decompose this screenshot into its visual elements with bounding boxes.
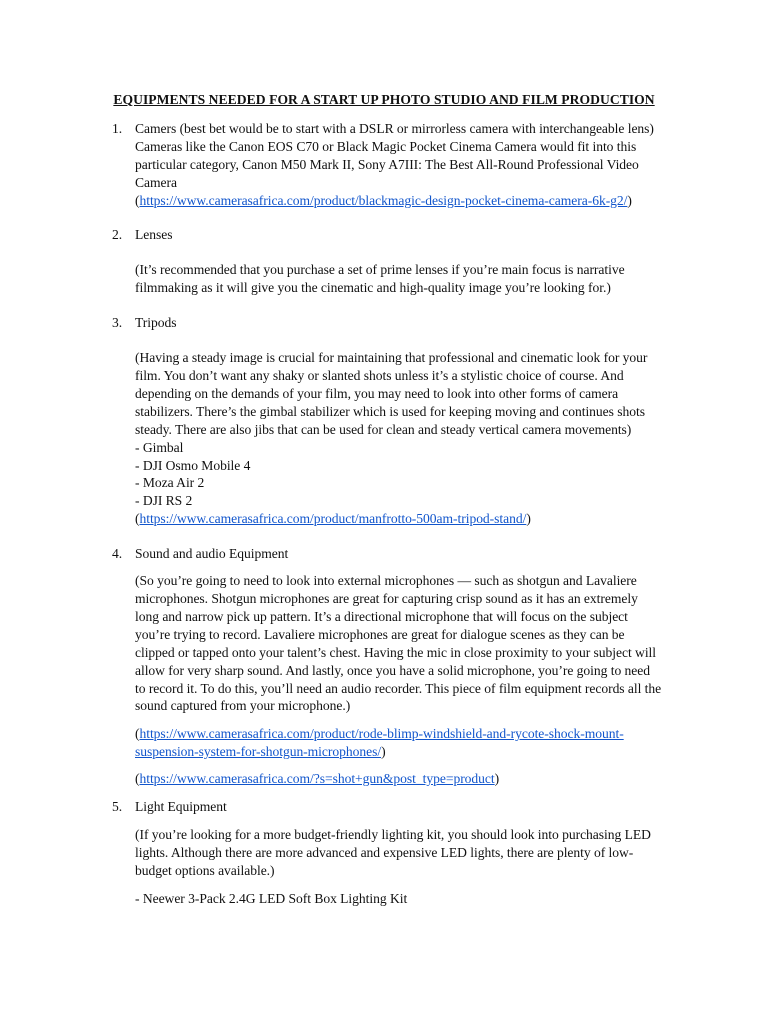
paren-open: ( — [135, 511, 140, 526]
hyperlink[interactable]: https://www.camerasafrica.com/product/manfrotto-500am-tripod-stand/ — [139, 511, 527, 526]
hyperlink-shotgun-search[interactable]: https://www.camerasafrica.com/?s=shot+gun&post_type=product — [139, 771, 495, 786]
hyperlink-rode-blimp-part1[interactable]: https://www.camerasafrica.com/product/rode-blimp-windshield-and-rycote-shock-mount- — [139, 726, 624, 741]
section-heading: Lenses — [135, 227, 173, 242]
body-line: to record it. To do this, you’ll need an audio recorder. This piece of film equipment records all the — [135, 681, 662, 696]
section-number: 1. — [112, 121, 123, 136]
body-line: Camera — [135, 175, 177, 190]
link-line — [135, 725, 624, 743]
body-line: film. You don’t want any shaky or slanted shots unless it’s a stylistic choice of course. And — [135, 368, 624, 383]
body-line: microphones. Shotgun microphones are great for capturing crisp sound as it has an extremely — [135, 591, 638, 606]
paren-close: ) — [381, 744, 386, 759]
body-line: (So you’re going to need to look into external microphones — such as shotgun and Lavaliere — [135, 573, 637, 588]
paren-open: ( — [135, 771, 140, 786]
document-title: EQUIPMENTS NEEDED FOR A START UP PHOTO STUDIO AND FILM PRODUCTION — [113, 92, 655, 107]
body-line: lights. Although there are more advanced and expensive LED lights, there are plenty of low- — [135, 845, 634, 860]
body-line: clipped or tapped onto your talent’s chest. Having the mic in close proximity to your subject will — [135, 645, 656, 660]
body-line: (It’s recommended that you purchase a set of prime lenses if you’re main focus is narrative — [135, 262, 625, 277]
section-number: 5. — [112, 799, 123, 814]
body-line: filmmaking as it will give you the cinematic and high-quality image you’re looking for.) — [135, 280, 611, 295]
list-item: - DJI RS 2 — [135, 493, 193, 508]
link-line — [135, 770, 499, 788]
section-heading: Light Equipment — [135, 799, 227, 814]
body-line: steady. There are also jibs that can be used for clean and steady vertical camera movements) — [135, 422, 632, 437]
body-line: budget options available.) — [135, 863, 275, 878]
hyperlink-rode-blimp-part2[interactable]: suspension-system-for-shotgun-microphones/ — [135, 744, 382, 759]
body-line: you’re trying to record. Lavaliere microphones are great for dialogue scenes as they can be — [135, 627, 625, 642]
body-line: (Having a steady image is crucial for maintaining that professional and cinematic look for your — [135, 350, 648, 365]
list-item: - Moza Air 2 — [135, 475, 205, 490]
section-heading: Sound and audio Equipment — [135, 546, 289, 561]
paren-close: ) — [526, 511, 531, 526]
body-line: Cameras like the Canon EOS C70 or Black Magic Pocket Cinema Camera would fit into this — [135, 139, 637, 154]
body-line: particular category, Canon M50 Mark II, Sony A7III: The Best All-Round Professional Video — [135, 157, 639, 172]
link-line — [135, 192, 632, 210]
body-line: (If you’re looking for a more budget-friendly lighting kit, you should look into purchasing LED — [135, 827, 651, 842]
body-line: long and narrow pick up pattern. It’s a directional microphone that will focus on the subject — [135, 609, 628, 624]
paren-close: ) — [494, 771, 500, 786]
list-item: - DJI Osmo Mobile 4 — [135, 458, 251, 473]
link-line — [135, 743, 386, 761]
section-number: 4. — [112, 546, 123, 561]
body-line: depending on the demands of your film, you may need to look into other forms of camera — [135, 386, 619, 401]
section-heading: Tripods — [135, 315, 177, 330]
section-number: 3. — [112, 315, 123, 330]
hyperlink[interactable]: https://www.camerasafrica.com/product/blackmagic-design-pocket-cinema-camera-6k-g2/ — [139, 193, 628, 208]
list-item: - Gimbal — [135, 440, 184, 455]
section-number: 2. — [112, 227, 123, 242]
paren-open: ( — [135, 726, 140, 741]
paren-close: ) — [627, 193, 632, 208]
body-line: stabilizers. There’s the gimbal stabilizer which is used for keeping moving and continues shots — [135, 404, 645, 419]
body-line: allow for very sharp sound. And lastly, once you have a solid microphone, you’re going to need — [135, 663, 651, 678]
section-heading: Camers (best bet would be to start with a DSLR or mirrorless camera with interchangeable lens) — [135, 121, 654, 136]
link-line — [135, 510, 531, 528]
list-item: - Neewer 3-Pack 2.4G LED Soft Box Lighting Kit — [135, 891, 408, 906]
paren-open: ( — [135, 193, 140, 208]
body-line: sound captured from your microphone.) — [135, 698, 351, 713]
